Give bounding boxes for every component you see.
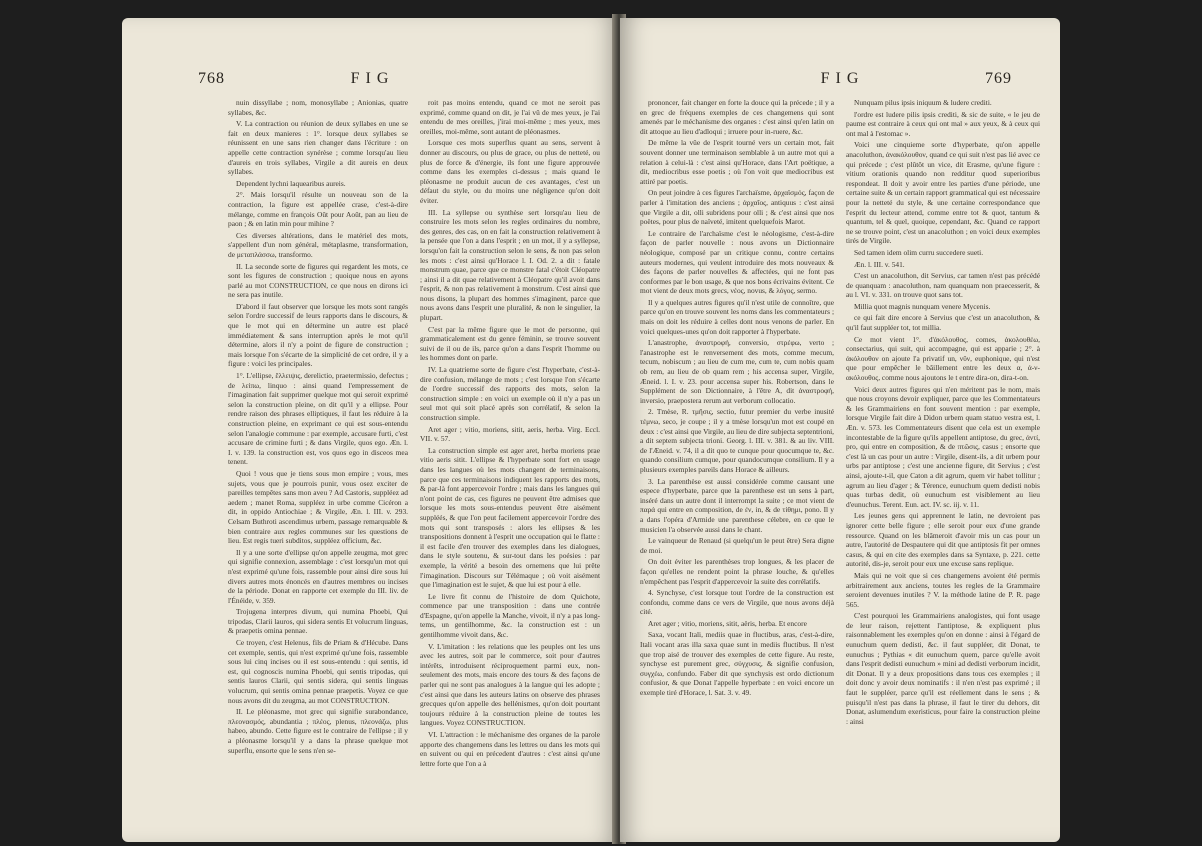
paragraph: 4. Synchyse, c'est lorsque tout l'ordre de la construction est confondu, comme dans ce vers de Virgile, que nous avons déjà cité. (640, 588, 834, 617)
paragraph: Mais qui ne voit que si ces changemens avoient été permis arbitrairement aux anciens, toutes les regles de la Grammaire seroient devenues inutiles ? V. la méthode latine de P. R. page 565. (846, 570, 1040, 609)
paragraph: Ce troyen, c'est Helenus, fils de Priam & d'Hécube. Dans cet exemple, sentis, qui n'est exprimé qu'une fois, rassemble sous lui cinq incises ou il est sous-entendu : qui sentis, id est, qui cognoscis numina Phoebi, qui sentis tripodas, qui sentis lauros Clarii, qui sentis sidera, qui sentis linguas volucrum, qui sentis omina pennae praepetis. Voyez ce que nous avons dit du zeugma, au mot CONSTRUCTION. (228, 638, 408, 705)
paragraph: C'est par la même figure que le mot de personne, qui grammaticalement est du genre féminin, se trouve souvent suivi de il ou de ils, parce qu'on a dans l'esprit l'homme ou les hommes dont on parle. (420, 324, 600, 363)
paragraph: De même la vûe de l'esprit tourné vers un certain mot, fait souvent donner une terminaison semblable à un autre mot qui a relation à celui-là : c'est ainsi qu'Horace, dans l'Art poëtique, a dit, mediocribus esse poetis ; où l'on voit que mediocribus est attiré par poetis. (640, 138, 834, 186)
paragraph: Lorsque ces mots superflus quant au sens, servent à donner au discours, ou plus de grace, ou plus de netteté, ou plus de force & d'énergie, ils font une figure approuvée comme dans les exemples ci-dessus ; mais quand le pléonasme ne produit aucun de ces avantages, c'est un défaut du style, ou du moins une négligence qu'on doit éviter. (420, 138, 600, 205)
paragraph: 2. Tmèse, R. τμῆσις, sectio, futur premier du verbe inusité τέμνω, seco, je coupe ; il y a tmèse lorsqu'un mot est coupé en deux : c'est ainsi que Virgile, au lieu de dire subjecta septentrioni, a dit septem subjecta trioni. Georg. l. III. v. 381. & au liv. VIII. de l'Æneid. v. 74, il a dit quo te cunque pour quocumque te, &c. quando consilium cumque, pour quandocumque consilium. Il y a plusieurs exemples pareils dans Horace & ailleurs. (640, 407, 834, 474)
paragraph: Il y a quelques autres figures qu'il n'est utile de connoître, que parce qu'on en trouve souvent les noms dans les commentateurs ; mais on doit les réduire à celles dont nous venons de parler. En voici quelques-unes qu'on doit rapporter à l'hyperbate. (640, 297, 834, 336)
paragraph: Aret ager ; vitio, moriens, sitit, aeris, herba. Virg. Eccl. VII. v. 57. (420, 424, 600, 444)
paragraph: V. La contraction ou réunion de deux syllabes en une se fait en deux manieres : 1°. lorsque deux syllabes se réunissent en une sans rien changer dans l'écriture : on appelle cette contraction synérèse ; comme lorsqu'au lieu d'aureis en trois syllabes, Virgile a dit aureis en deux syllabes. (228, 119, 408, 177)
paragraph: Millia quot magnis nunquam venere Mycenis. (854, 301, 991, 311)
paragraph: ce qui fait dire encore à Servius que c'est un anacoluthon, & qu'il faut suppléer tot, tot millia. (846, 313, 1040, 333)
paragraph: IV. La quatrieme sorte de figure c'est l'hyperbate, c'est-à-dire confusion, mélange de mots ; c'est lorsque l'on s'écarte de l'ordre successif des rapports des mots, selon la construction simple : en voici un exemple où il n'y a pas un seul mot qui soit placé après son corrélatif, & selon la construction simple. (420, 365, 600, 422)
left-page-header: F I G (350, 70, 390, 87)
paragraph: Quoi ! vous que je tiens sous mon empire ; vous, mes sujets, vous que je pourrois punir, vous osez exciter de pareilles tempêtes sans mon aveu ? Ad Castoris, suppléez ad aedem ; manet Roma, suppléez in urbe comme Cicéron a dit, in oppido Antiochiae ; & Virgile, Æn. l. III. v. 293. Celsam Buthroti ascendimus urbem, passage remarquable & bien contraire aux regles communes sur les questions de lieu. Est regis tueri subditos, suppléez officium, &c. (228, 468, 408, 546)
paragraph: Aret ager ; vitio, moriens, sitit, aëris, herba. Et encore (648, 618, 807, 628)
paragraph: Nunquam pilus ipsis iniquum & ludere crediti. (854, 98, 992, 107)
paragraph: Æn. l. III. v. 541. (854, 259, 905, 269)
paragraph: Voici une cinquieme sorte d'hyperbate, qu'on appelle anacoluthon, ἀνακόλουθον, quand ce qui suit n'est pas lié avec ce qui précede ; c'est plûtôt un vice, dit Erasme, qu'une figure : vitium orationis quando non redditur quod superioribus respondeat. Il doit y avoir entre les parties d'une période, une certaine suite & un certain rapport grammatical qui est nécessaire pour la netteté du style, & une certaine correspondance que l'esprit du lecteur attend, comme entre tot & quot, tantum & quantum, tel & quel, quoique, cependant, &c. Quand ce rapport ne se trouve point, c'est un anacoluthon ; en voici deux exemples tirés de Virgile. (846, 140, 1040, 246)
left-page-number: 768 (198, 70, 225, 87)
paragraph: Ces diverses altérations, dans le matériel des mots, s'appellent d'un nom général, métaplasme, transformation, de μεταπλάσσω, transformo. (228, 230, 408, 259)
paragraph: Le vainqueur de Renaud (si quelqu'un le peut être) Sera digne de moi. (640, 536, 834, 555)
paragraph: Les jeunes gens qui apprennent le latin, ne devroient pas ignorer cette belle figure ; elle seroit pour eux d'une grande ressource. Quand on les blâmeroit d'avoir mis un cas pour un autre, l'autorité de Despautere qui dit que antiptosis fit per omnes casus, & qui en cite des exemples dans sa Syntaxe, p. 221. cette autorité, dis-je, seroit pour eux une excuse sans replique. (846, 511, 1040, 569)
paragraph: 3. La parenthèse est aussi considérée comme causant une espece d'hyperbate, parce que la parenthese est un sens à part, inséré dans un autre dont il interrompt la suite ; ce mot vient de παρά qui entre en composition, de ἐν, in, & de τίθημι, pono. Il y a dans l'opéra d'Armide une parenthese célebre, en ce que le musicien l'a observée aussi dans le chant. (640, 476, 834, 534)
paragraph: Voici deux autres figures qui n'en méritent pas le nom, mais que nous croyons devoir expliquer, parce que les Commentateurs & les Grammairiens en font souvent mention : par exemple, lorsque Virgile fait dire à Didon urbem quam statuo vestra est, l. Æn. v. 573. les Commentateurs disent que cela est un exemple incontestable de la figure qu'ils appellent antiptose, du grec, ἀντί, pro, qui entre en composition, & de πτῶσις, casus ; ensorte que c'est là un cas pour un autre : Virgile, disent-ils, a dit urbem pour urbs par antiptose ; c'est une ancienne figure, dit Servius ; c'est ainsi, ajoute-t-il, que Caton a dit agrum, quem vir habet tollitur ; agrum au lieu d'ager ; & Térence, eunuchum quem dedisti nobis quas turbas dedit, où eunuchum est visiblement au lieu d'eunuchus. Terent. Eun. act. IV. sc. iij. v. 11. (846, 384, 1040, 509)
right-page (620, 18, 1060, 842)
paragraph: Trojugena interpres divum, qui numina Phoebi, Qui tripodas, Clarii lauros, qui sidera sentis Et volucrum linguas, & praepetis omina pennae. (228, 607, 408, 636)
paragraph: V. L'imitation : les relations que les peuples ont les uns avec les autres, soit par le commerce, soit pour d'autres intérêts, introduisent réciproquement parmi eux, non-seulement des mots, mais encore des tours & des façons de parler qui ne sont pas analogues à la langue qui les adopte ; c'est ainsi que dans les auteurs latins on observe des phrases grecques qu'on appelle des hellénismes, qu'on doit pourtant toujours réduire à la construction pleine de toutes les langues. Voyez CONSTRUCTION. (420, 641, 600, 728)
paragraph: II. Le pléonasme, mot grec qui signifie surabondance, πλεονασμός, abundantia ; πλέος, plenus, πλεονάζω, plus habeo, abundo. Cette figure est le contraire de l'ellipse ; il y a pléonasme lorsqu'il y a dans la phrase quelque mot superflu, ensorte que le sens n'en se- (228, 707, 408, 755)
right-page-columns (640, 98, 1040, 822)
paragraph: II. La seconde sorte de figures qui regardent les mots, ce sont les figures de construction ; quoique nous en ayons parlé au mot CONSTRUCTION, ce que nous en dirons ici ne sera pas inutile. (228, 261, 408, 300)
right-column-2 (846, 98, 1040, 822)
paragraph: On peut joindre à ces figures l'archaïsme, ἀρχαϊσμός, façon de parler à l'imitation des anciens ; ἀρχαῖος, antiquus : c'est ainsi que Virgile a dit, olli subridens pour olli ; & c'est ainsi que nos poëtes, pour plus de naïveté, imitent quelquefois Marot. (640, 188, 834, 227)
paragraph: D'abord il faut observer que lorsque les mots sont rangés selon l'ordre successif de leurs rapports dans le discours, & que le mot qui en détermine un autre est placé immédiatement & sans interruption après le mot qu'il détermine, alors il n'y a point de figure de construction ; mais lorsque l'on s'écarte de la simplicité de cet ordre, il y a figure : voici les principales. (228, 301, 408, 369)
right-page-header: F I G (820, 70, 860, 87)
paragraph: L'anastrophe, ἀναστροφή, conversio, στρέφω, verto ; l'anastrophe est le renversement des mots, comme mecum, tecum, nobiscum ; au lieu de cum me, cum te, cum nobis quam ob rem, au lieu de ob quam rem ; his accensa super, Virgile, Æneid. l. I. v. 23. pour accensa super his. Robertson, dans le Supplément de son Dictionnaire, à l'être A, dit ἀναστροφή, inversio, praepostera rerum aut verborum collocatio. (640, 338, 834, 405)
right-page-number: 769 (985, 70, 1012, 87)
paragraph: 1°. L'ellipse, ἔλλειψις, derelictio, praetermissio, defectus ; de λείπω, linquo : ainsi quand l'empressement de l'imagination fait supprimer quelque mot qui seroit exprimé selon la construction pleine, on dit qu'il y a ellipse. Pour rendre raison des phrases elliptiques, il faut les réduire à la construction pleine, en exprimant ce qui est sous-entendu selon l'analogie commune : par exemple, accusare furti, c'est accusare de crimine furti ; & dans Virgile, quos ego. Æn. l. I. v. 139. la construction est, vos quos ego in disceos mea tenent. (228, 371, 408, 467)
right-column-1 (640, 98, 834, 822)
paragraph: Ce mot vient 1°. d'ἀκόλουθος, comes, ἀκολουθέω, consectarius, qui suit, qui accompagne, qui est apparie ; 2°. à ἀκόλουθον on ajoute l'a privatif un, νῦν, euphonique, qui n'est que pour empêcher le bâillement entre les deux α, ἀ-ν-ακόλουθος, comme nous ajoutons le t entre dira-on, dira-t-on. (846, 334, 1040, 383)
paragraph: Saxa, vocant Itali, mediis quae in fluctibus, aras, c'est-à-dire, Itali vocant aras illa saxa quae sunt in mediis fluctibus. Il n'est que trop aisé de trouver des exemples de cette figure. Au reste, synchyse est purement grec, σύγχυσις, & signifie confusion, συγχέω, confundo. Faber dit que synchysis est ordo dictionum confusior, & que Donat l'appelle hyperbate : en voici encore un exemple tiré d'Horace, l. Sat. 3. v. 49. (640, 630, 834, 698)
paragraph: III. La syllepse ou synthèse sert lorsqu'au lieu de construire les mots selon les regles ordinaires du nombre, des genres, des cas, on en fait la construction relativement à la pensée que l'on a dans l'esprit ; en un mot, il y a syllepse, lorsqu'on fait la construction selon le sens, & non pas selon les mots : c'est ainsi qu'Horace l. I. Od. 2. a dit : fatale monstrum quae, parce que ce monstre fatal c'étoit Cléopatre ; ainsi il a dit quae relativement à Cléopatre qu'il avoit dans l'esprit, & non pas relativement à monstrum. C'est ainsi que nous disons, la plupart des hommes s'imaginent, parce que nous avons dans l'esprit une pluralité, & non le singulier, la plupart. (420, 207, 600, 323)
paragraph: C'est un anacoluthon, dit Servius, car tamen n'est pas précédé de quanquam : anacoluthon, nam quanquam non praecesserit, & au l. VI. v. 331. on trouve quot sans tot. (846, 271, 1040, 300)
paragraph: roit pas moins entendu, quand ce mot ne seroit pas exprimé, comme quand on dit, je l'ai vû de mes yeux, je l'ai entendu de mes oreilles, j'irai moi-même ; mes yeux, mes oreilles, moi-même, sont autant de pléonasmes. (420, 98, 600, 136)
paragraph: 2°. Mais lorsqu'il résulte un nouveau son de la contraction, la figure est appellée crase, c'est-à-dire mélange, comme en françois Oût pour Août, pan au lieu de paon ; & en latin min pour mihine ? (228, 190, 408, 229)
paragraph: La construction simple est ager aret, herba moriens prae vitio aeris sitit. L'ellipse & l'hyperbate sont fort en usage dans les langues où les mots changent de terminaisons, parce que ces terminaisons indiquent les rapports des mots, & par-là font appercevoir l'ordre ; mais dans les langues qui n'ont point de cas, ces figures ne peuvent être admises que lorsque les mots sous-entendus peuvent être aisément suppléés, & que l'on peut facilement appercevoir l'ordre des mots qui sont transposés : alors les ellipses & les transpositions donnent à l'esprit une occupation qui le flatte : il est facile d'en trouver des exemples dans les dialogues, dans le style soutenu, & sur-tout dans les poésies : par exemple, la vérité a besoin des ornemens que lui prête l'imagination. Discours sur Télémaque ; où voit aisément que l'imagination est le sujet, & que lui est pour à elle. (420, 445, 600, 590)
paragraph: Le contraire de l'archaïsme c'est le néologisme, c'est-à-dire façon de parler nouvelle : nous avons un Dictionnaire néologique, composé par un critique connu, contre certains auteurs modernes, qui veulent introduire des mots nouveaux & des façons de parler nouvelles & affectées, qui ne font pas conformes par le bon usage, & que nos bons écrivains évitent. Ce mot vient de deux mots grecs, νέος, novus, & λόγος, sermo. (640, 228, 834, 296)
paragraph: Il y a une sorte d'ellipse qu'on appelle zeugma, mot grec qui signifie connexion, assemblage : c'est lorsqu'un mot qui n'est exprimé qu'une fois, rassemble pour ainsi dire sous lui divers autres mots énoncés en d'autres membres ou incises de la période. Donat en rapporte cet exemple du III. liv. de l'Énéide, v. 359. (228, 547, 408, 605)
paragraph: Sed tamen idem olim curru succedere sueti. (854, 247, 984, 257)
paragraph: nuin dissyllabe ; nom, monosyllabe ; Anionias, quatre syllabes, &c. (228, 98, 408, 117)
paragraph: On doit éviter les parenthèses trop longues, & les placer de façon qu'elles ne rendent point la phrase louche, & qu'elles n'empêchent pas l'esprit d'appercevoir la suite des corrélatifs. (640, 557, 834, 586)
left-page-columns (228, 98, 600, 822)
paragraph: Le livre fit connu de l'histoire de dom Quichote, commence par une transposition : dans une contrée d'Espagne, qu'on appelle la Manche, vivoit, il n'y a pas long-tems, un gentilhomme, &c. la construction est : un gentilhomme vivoit dans, &c. (420, 591, 600, 640)
paragraph: l'ordre est ludere pilis ipsis crediti, & sic de suite, « le jeu de paume est contraire à ceux qui ont mal » aux yeux, & à ceux qui ont mal à l'estomac ». (846, 109, 1040, 138)
paragraph: Dependent lychni laquearibus aureis. (236, 178, 346, 188)
left-page (122, 18, 618, 842)
left-column-1 (228, 98, 408, 822)
paragraph: C'est pourquoi les Grammairiens analogistes, qui font usage de leur raison, rejettent l'antiptose, & expliquent plus raisonnablement les exemples qu'on en donne : ainsi à l'égard de eunuchum quem dedisti, &c. il faut suppléer, dit Donat, te eunuchus ; Pythias « dit eunuchum quem, parce qu'elle avoit dans l'esprit dedisti eunuchum » mini ad dedisti verborum incidit, dit Donat. Il y a deux propositions dans tous ces exemples ; il doit donc y avoir deux nominatifs : il n'en n'est pas exprimé ; il faut le suppléer, parce qu'il est réellement dans le sens ; & puisqu'il n'est pas dans la phrase, il faut le tirer du dehors, dit Donat, aslumendum exeristicus, pour faire la construction pleine : ainsi (846, 611, 1040, 726)
paragraph: VI. L'attraction : le méchanisme des organes de la parole apporte des changemens dans les lettres ou dans les mots qui en suivent ou qui en précedent d'autres : c'est ainsi qu'une lettre forte que l'on a à (420, 730, 600, 768)
left-column-2 (420, 98, 600, 822)
paragraph: prononcer, fait changer en forte la douce qui la précede ; il y a en grec de fréquens exemples de ces changemens qui sont amenés par le méchanisme des organes : c'est ainsi qu'en latin on dit attoque au lieu d'adloqui ; irruere pour in-ruere, &c. (640, 98, 834, 136)
